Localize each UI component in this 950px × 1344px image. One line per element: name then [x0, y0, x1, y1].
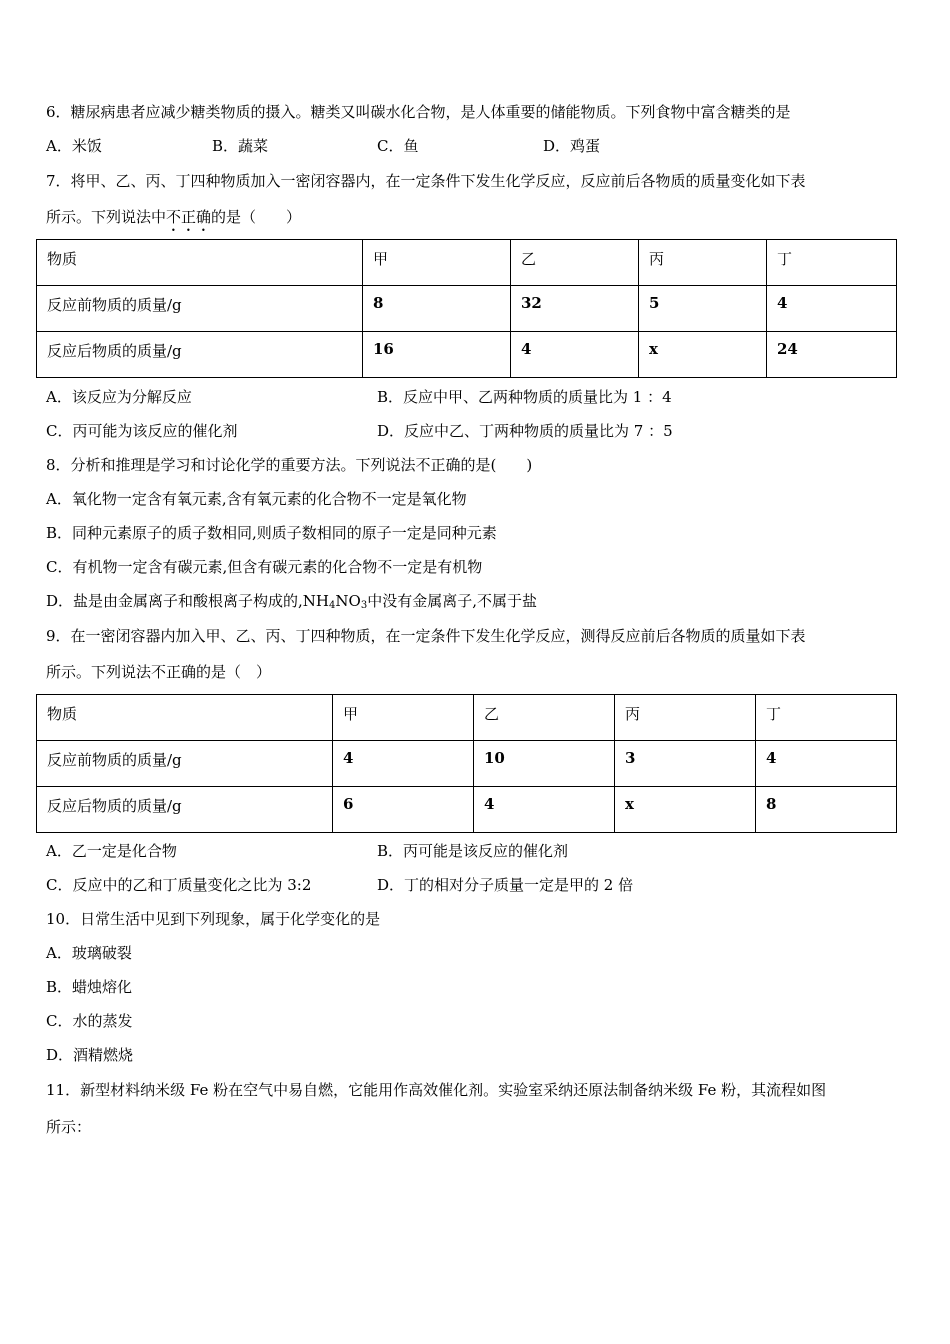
- q11-stem-line2: 所示：: [46, 1118, 92, 1136]
- q9-option-c[interactable]: C．反应中的乙和丁质量变化之比为 3:2: [46, 876, 312, 894]
- table-header-cell: 物质: [37, 240, 363, 286]
- table-cell: 16: [363, 332, 511, 378]
- table-cell: 6: [333, 787, 474, 833]
- q9-option-b[interactable]: B．丙可能是该反应的催化剂: [377, 842, 569, 860]
- table-cell: 4: [767, 286, 897, 332]
- table-row: [37, 695, 897, 741]
- q8-option-d-formula: NO: [335, 592, 361, 610]
- q7-table: [36, 239, 897, 378]
- table-header-cell: 甲: [333, 695, 474, 741]
- table-header-cell: 乙: [474, 695, 615, 741]
- q10-stem: 10．日常生活中见到下列现象，属于化学变化的是: [46, 910, 381, 928]
- q7-option-c[interactable]: C．丙可能为该反应的催化剂: [46, 422, 238, 440]
- table-row: [37, 286, 897, 332]
- q7-stem-post: 的是（ ）: [211, 208, 302, 226]
- table-header-cell: 丙: [615, 695, 756, 741]
- q7-emphasis-text: 不正确: [166, 208, 212, 226]
- subscript: 3: [360, 600, 368, 611]
- q7-stem-pre: 所示。下列说法中: [46, 208, 167, 226]
- q8-option-d[interactable]: [46, 591, 537, 616]
- table-header-cell: 甲: [363, 240, 511, 286]
- table-row: [37, 787, 897, 833]
- table-row: [37, 240, 897, 286]
- q10-option-c[interactable]: C．水的蒸发: [46, 1012, 133, 1030]
- table-header-cell: 丁: [767, 240, 897, 286]
- subscript: 4: [329, 600, 336, 611]
- q9-option-d[interactable]: D．丁的相对分子质量一定是甲的 2 倍: [377, 876, 634, 894]
- table-cell: 4: [756, 741, 897, 787]
- q9-stem-line2: 所示。下列说法不正确的是（ ）: [46, 663, 272, 681]
- table-cell: 3: [615, 741, 756, 787]
- table-cell: 反应前物质的质量/g: [37, 286, 363, 332]
- q7-stem-line1: 7．将甲、乙、丙、丁四种物质加入一密闭容器内，在一定条件下发生化学反应，反应前后各物质的质量变化如下表: [46, 172, 806, 190]
- table-header-cell: 丙: [639, 240, 767, 286]
- q10-option-a[interactable]: A．玻璃破裂: [46, 944, 132, 962]
- table-cell: 5: [639, 286, 767, 332]
- q6-option-a[interactable]: A．米饭: [46, 137, 102, 155]
- table-cell: 4: [511, 332, 639, 378]
- table-cell: x: [639, 332, 767, 378]
- q8-option-b[interactable]: B．同种元素原子的质子数相同,则质子数相同的原子一定是同种元素: [46, 524, 497, 542]
- table-cell: 反应后物质的质量/g: [37, 332, 363, 378]
- table-header-cell: 乙: [511, 240, 639, 286]
- table-cell: 反应后物质的质量/g: [37, 787, 333, 833]
- table-cell: 8: [756, 787, 897, 833]
- q6-option-b[interactable]: B．蔬菜: [212, 137, 269, 155]
- q6-option-c[interactable]: C．鱼: [377, 137, 419, 155]
- table-cell: x: [615, 787, 756, 833]
- table-cell: 24: [767, 332, 897, 378]
- q10-option-b[interactable]: B．蜡烛熔化: [46, 978, 133, 996]
- q8-option-d-text: D．盐是由金属离子和酸根离子构成的,NH: [46, 592, 330, 610]
- q7-option-d[interactable]: D．反应中乙、丁两种物质的质量比为 7 ：5: [377, 422, 673, 440]
- q11-stem-line1: 11．新型材料纳米级 Fe 粉在空气中易自燃，它能用作高效催化剂。实验室采纳还原法制备纳米级 Fe 粉，其流程如图: [46, 1081, 827, 1099]
- table-cell: 4: [474, 787, 615, 833]
- table-cell: 8: [363, 286, 511, 332]
- q8-option-c[interactable]: C．有机物一定含有碳元素,但含有碳元素的化合物不一定是有机物: [46, 558, 483, 576]
- table-row: [37, 741, 897, 787]
- table-row: [37, 332, 897, 378]
- q10-option-d[interactable]: D．酒精燃烧: [46, 1046, 134, 1064]
- q9-table: [36, 694, 897, 833]
- table-cell: 4: [333, 741, 474, 787]
- table-header-cell: 丁: [756, 695, 897, 741]
- q8-stem: 8．分析和推理是学习和讨论化学的重要方法。下列说法不正确的是( ): [46, 456, 533, 474]
- q7-option-a[interactable]: A．该反应为分解反应: [46, 388, 192, 406]
- q8-option-a[interactable]: A．氧化物一定含有氧元素,含有氧元素的化合物不一定是氧化物: [46, 490, 467, 508]
- table-cell: 32: [511, 286, 639, 332]
- q9-stem-line1: 9．在一密闭容器内加入甲、乙、丙、丁四种物质，在一定条件下发生化学反应，测得反应前后各物质的质量如下表: [46, 627, 806, 645]
- q8-option-d-tail: 中没有金属离子,不属于盐: [367, 592, 537, 610]
- q9-option-a[interactable]: A．乙一定是化合物: [46, 842, 177, 860]
- table-cell: 10: [474, 741, 615, 787]
- q7-stem-line2: [46, 207, 301, 235]
- q6-stem: 6．糖尿病患者应减少糖类物质的摄入。糖类又叫碳水化合物，是人体重要的储能物质。下列食物中富含糖类的是: [46, 103, 791, 121]
- q6-option-d[interactable]: D．鸡蛋: [543, 137, 601, 155]
- q7-option-b[interactable]: B．反应中甲、乙两种物质的质量比为 1 ：4: [377, 388, 672, 406]
- table-header-cell: 物质: [37, 695, 333, 741]
- table-cell: 反应前物质的质量/g: [37, 741, 333, 787]
